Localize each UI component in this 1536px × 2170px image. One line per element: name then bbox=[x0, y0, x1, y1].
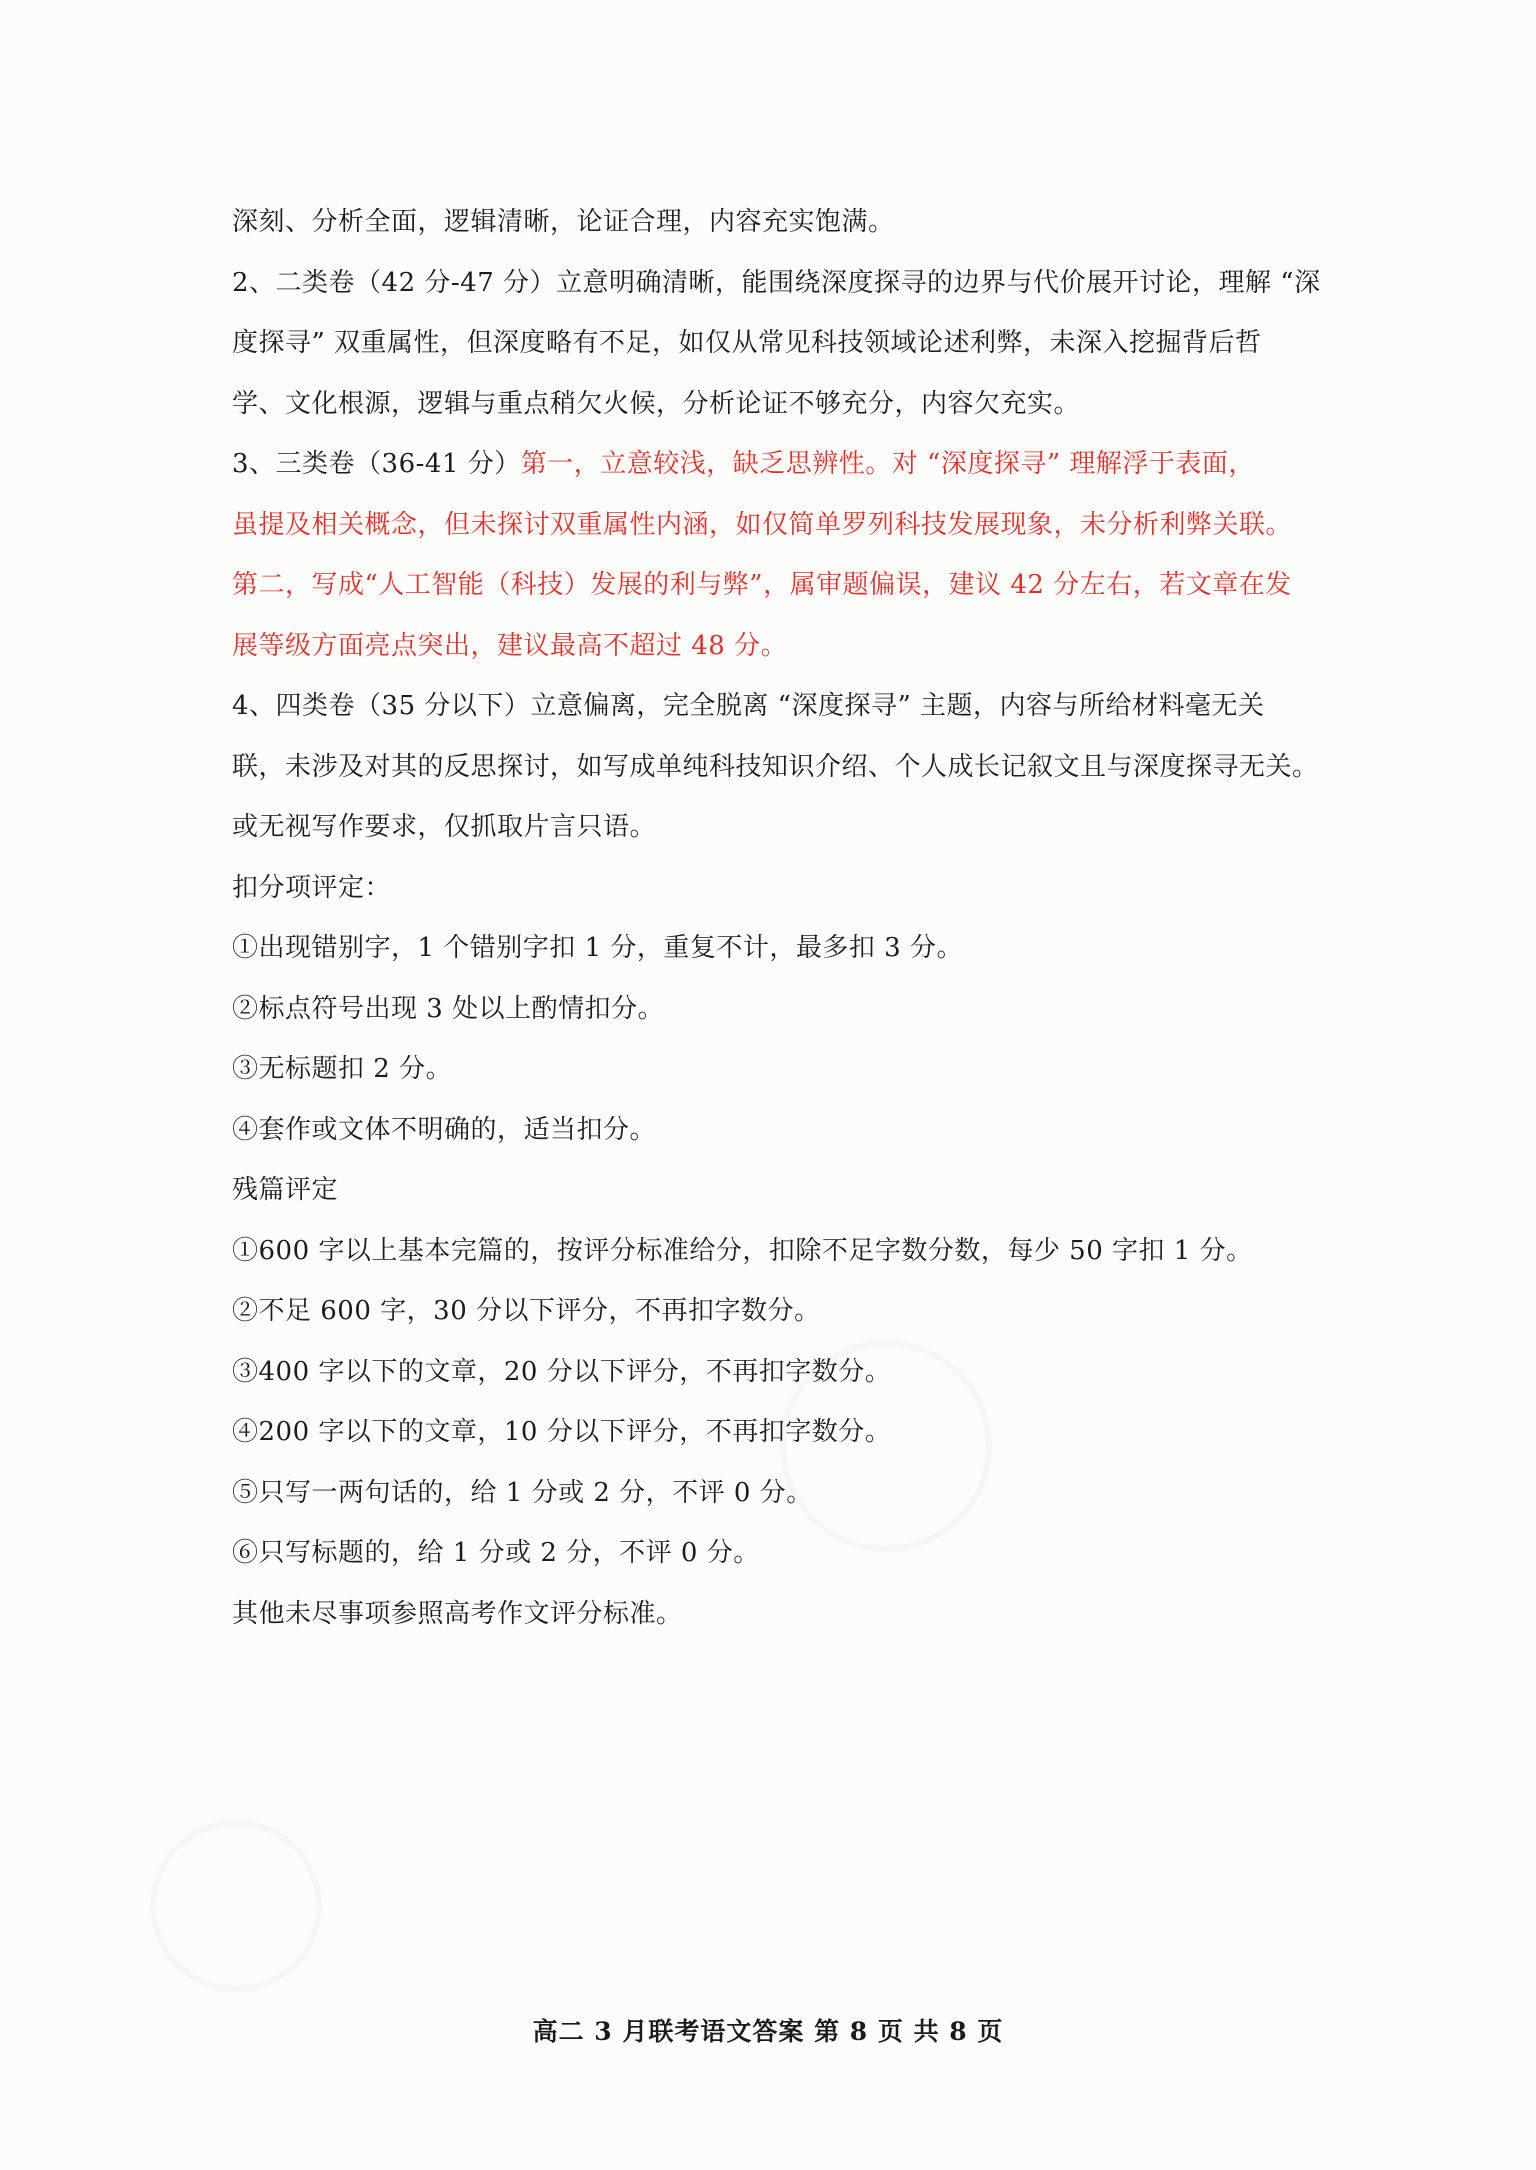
text-line: 2、二类卷（42 分-47 分）立意明确清晰，能围绕深度探寻的边界与代价展开讨论，理解 “深 bbox=[232, 267, 1321, 298]
text-line bbox=[232, 434, 1312, 495]
section-heading: 扣分项评定： bbox=[232, 872, 392, 903]
list-item: ③无标题扣 2 分。 bbox=[232, 1054, 453, 1084]
text-line: 度探寻” 双重属性，但深度略有不足，如仅从常见科技领域论述利弊，未深入挖掘背后哲 bbox=[232, 328, 1262, 358]
highlighted-text: 虽提及相关概念，但未探讨双重属性内涵，如仅简单罗列科技发展现象，未分析利弊关联。 bbox=[232, 509, 1293, 540]
list-item: ④套作或文体不明确的，适当扣分。 bbox=[232, 1114, 657, 1145]
list-item: ③400 字以下的文章，20 分以下评分，不再扣字数分。 bbox=[232, 1356, 892, 1387]
list-item: ⑥只写标题的，给 1 分或 2 分，不评 0 分。 bbox=[232, 1538, 760, 1568]
document-body bbox=[232, 192, 1321, 1644]
list-item: ②不足 600 字，30 分以下评分，不再扣字数分。 bbox=[232, 1296, 821, 1326]
page-footer: 高二 3 月联考语文答案 第 8 页 共 8 页 bbox=[532, 2017, 1004, 2046]
highlighted-text: 第二，写成“人工智能（科技）发展的利与弊”，属审题偏误，建议 42 分左右，若文章在发 bbox=[232, 570, 1292, 600]
list-item: ②标点符号出现 3 处以上酌情扣分。 bbox=[232, 993, 665, 1024]
text-line: 或无视写作要求，仅抓取片言只语。 bbox=[232, 812, 657, 842]
text-line: 深刻、分析全面，逻辑清晰，论证合理，内容充实饱满。 bbox=[232, 207, 895, 237]
list-item: ①出现错别字，1 个错别字扣 1 分，重复不计，最多扣 3 分。 bbox=[232, 933, 963, 963]
highlighted-text: 展等级方面亮点突出，建议最高不超过 48 分。 bbox=[232, 630, 788, 661]
list-item: ①600 字以上基本完篇的，按评分标准给分，扣除不足字数分数，每少 50 字扣 1 分。 bbox=[232, 1235, 1253, 1266]
text-line: 学、文化根源，逻辑与重点稍欠火候，分析论证不够充分，内容欠充实。 bbox=[232, 388, 1081, 419]
watermark-mark bbox=[150, 1820, 322, 1992]
text-line: 联，未涉及对其的反思探讨，如写成单纯科技知识介绍、个人成长记叙文且与深度探寻无关。 bbox=[232, 751, 1319, 782]
highlighted-text: 第一，立意较浅，缺乏思辨性。对 “深度探寻” 理解浮于表面， bbox=[520, 449, 1255, 479]
text-line: 其他未尽事项参照高考作文评分标准。 bbox=[232, 1598, 683, 1629]
section-heading: 残篇评定 bbox=[232, 1175, 339, 1205]
text-segment: 3、三类卷（36-41 分） bbox=[232, 449, 521, 479]
list-item: ⑤只写一两句话的，给 1 分或 2 分，不评 0 分。 bbox=[232, 1477, 813, 1508]
text-line: 4、四类卷（35 分以下）立意偏离，完全脱离 “深度探寻” 主题，内容与所给材料毫无关 bbox=[232, 691, 1265, 721]
list-item: ④200 字以下的文章，10 分以下评分，不再扣字数分。 bbox=[232, 1417, 892, 1447]
